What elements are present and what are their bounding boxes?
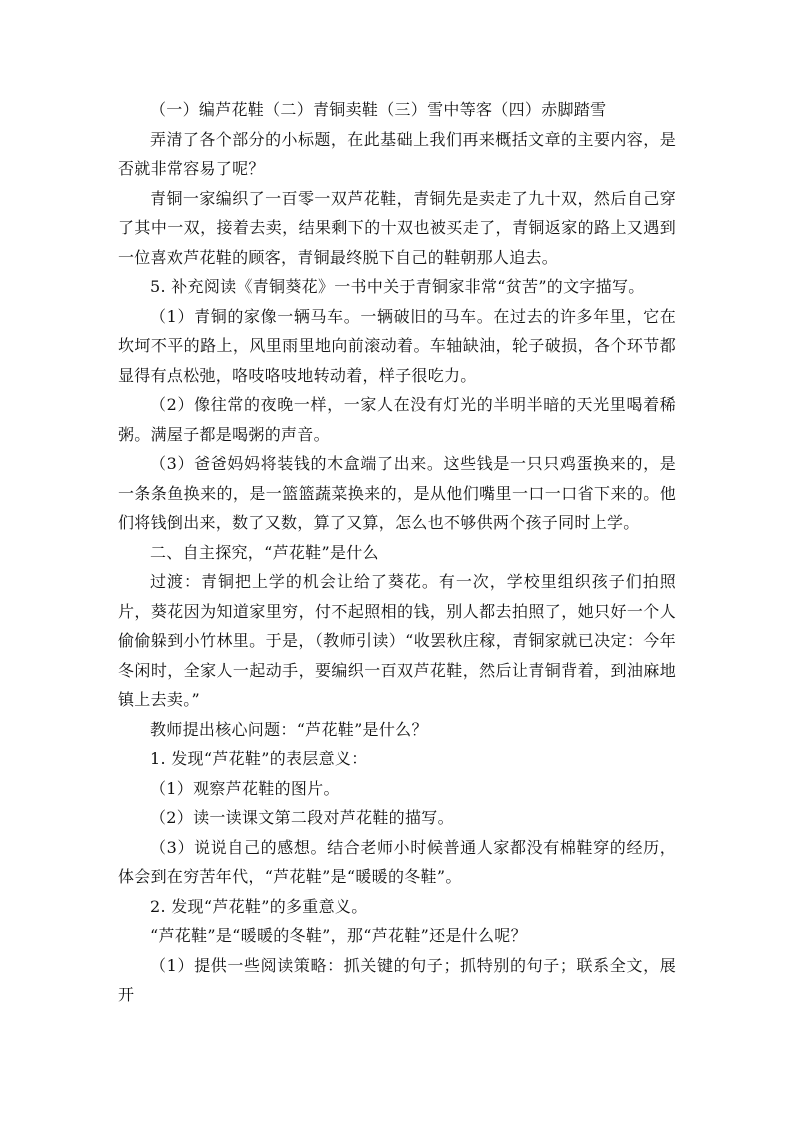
section-subtitles: （一）编芦花鞋（二）青铜卖鞋（三）雪中等客（四）赤脚踏雪 — [150, 100, 607, 119]
excerpt-2: （2）像往常的夜晚一样，一家人在没有灯光的半明半暗的天光里喝着稀粥。满屋子都是喝粥的声音。 — [118, 395, 676, 444]
step-1-item-1: （1）观察芦花鞋的图片。 — [150, 778, 340, 798]
supplementary-reading-heading: 5. 补充阅读《青铜葵花》一书中关于青铜家非常“贫苦”的文字描写。 — [150, 277, 645, 296]
section-heading-explore: 二、自主探究，“芦花鞋”是什么 — [150, 542, 379, 562]
core-question: 教师提出核心问题：“芦花鞋”是什么？ — [150, 719, 428, 739]
step-1-item-2: （2）读一读课文第二段对芦花鞋的描写。 — [150, 808, 454, 827]
step-1-heading: 1. 发现“芦花鞋”的表层意义： — [150, 749, 368, 768]
step-2-question: “芦花鞋”是“暖暖的冬鞋”，那“芦花鞋”还是什么呢？ — [150, 926, 527, 945]
step-1-item-3: （3）说说自己的感想。结合老师小时候普通人家都没有棉鞋穿的经历，体会到在穷苦年代，“芦花鞋”是“暖暖的冬鞋”。 — [118, 837, 676, 886]
step-2-heading: 2. 发现“芦花鞋”的多重意义。 — [150, 896, 368, 916]
excerpt-1: （1）青铜的家像一辆马车。一辆破旧的马车。在过去的许多年里，它在坎坷不平的路上，风里雨里地向前滚动着。车轴缺油，轮子破损，各个环节都显得有点松弛，咯吱咯吱地转动着，样子很吃力。 — [118, 306, 676, 385]
summary-question: 弄清了各个部分的小标题，在此基础上我们再来概括文章的主要内容，是否就非常容易了呢？ — [118, 129, 676, 178]
excerpt-3: （3）爸爸妈妈将装钱的木盒端了出来。这些钱是一只只鸡蛋换来的，是一条条鱼换来的，是一篮篮蔬菜换来的，是从他们嘴里一口一口省下来的。他们将钱倒出来，数了又数，算了又算，怎么也不够供两个孩子同时上学。 — [118, 454, 676, 532]
transition-paragraph: 过渡：青铜把上学的机会让给了葵花。有一次，学校里组织孩子们拍照片，葵花因为知道家里穷，付不起照相的钱，别人都去拍照了，她只好一个人偷偷躲到小竹林里。于是，（教师引读）“收罢秋庄稼，青铜家就已决定：今年冬闲时，全家人一起动手，要编织一百双芦花鞋，然后让青铜背着，到油麻地镇上去卖。” — [118, 572, 676, 709]
main-content-summary: 青铜一家编织了一百零一双芦花鞋，青铜先是卖走了九十双，然后自己穿了其中一双，接着去卖，结果剩下的十双也被买走了，青铜返家的路上又遇到一位喜欢芦花鞋的顾客，青铜最终脱下自己的鞋朝那人追去。 — [118, 188, 676, 267]
step-2-item-1: （1）提供一些阅读策略：抓关键的句子；抓特别的句子；联系全文，展开 — [118, 955, 676, 1004]
document-body — [118, 95, 676, 1010]
